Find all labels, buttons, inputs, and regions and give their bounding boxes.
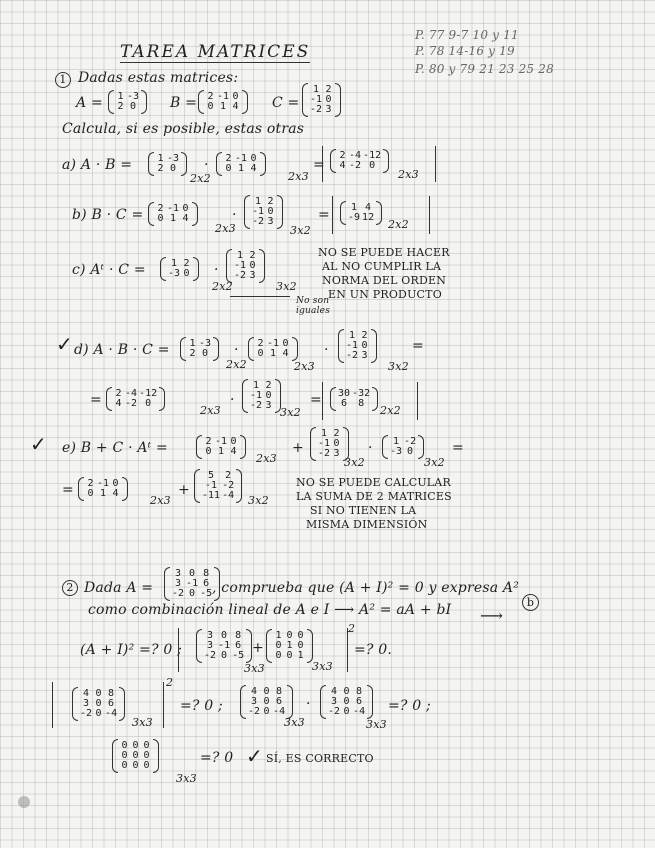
matrix-cell: 3	[175, 578, 182, 589]
matrix-cell: 6	[108, 698, 115, 709]
matrix-cell: 0	[230, 436, 237, 447]
matrix-cell: 2	[249, 250, 256, 261]
matrix-cell: 1	[171, 258, 178, 269]
ex2-zero-matrix	[112, 740, 159, 772]
matrix-cell: -2	[349, 160, 362, 171]
matrix-cell: 0	[143, 750, 150, 761]
matrix-cell: 30	[338, 388, 351, 399]
part-e-note-2: LA SUMA DE 2 MATRICES	[296, 490, 452, 503]
matrix-cell: 5	[208, 470, 215, 481]
part-d-step-matrix	[106, 388, 165, 410]
part-d-dim-2: 2x3	[294, 360, 315, 373]
matrix-a-label: A =	[76, 95, 103, 111]
matrix-cell: -4	[353, 706, 366, 717]
matrix-b-label: B =	[170, 95, 198, 111]
matrix-cell: 6	[235, 640, 242, 651]
matrix-cell: 8	[356, 686, 363, 697]
part-b-equals: =	[318, 207, 330, 223]
matrix-cell: -1	[346, 340, 359, 351]
matrix-cell: 6	[356, 696, 363, 707]
matrix-cell: 1	[321, 428, 328, 439]
matrix-cell: 2	[267, 196, 274, 207]
matrix-cell: 0	[189, 588, 196, 599]
part-c-expression: c) Aᵗ · C =	[72, 262, 146, 278]
matrix-cell: -1	[318, 438, 331, 449]
ex2-final-ok: SÍ, ES CORRECTO	[266, 752, 374, 765]
matrix-cell: 0	[297, 630, 304, 641]
part-a-dim-2: 2x3	[288, 170, 309, 183]
ex2-line1-label: (A + I)² =? 0 ;	[80, 642, 183, 658]
matrix-cell: -5	[232, 650, 245, 661]
matrix-cell: 8	[108, 688, 115, 699]
matrix-cell: 1	[100, 488, 107, 499]
matrix-cell: -32	[352, 388, 371, 399]
part-d-result-matrix	[330, 388, 378, 410]
matrix-cell: 0	[369, 160, 376, 171]
matrix-cell: 3	[333, 448, 340, 459]
matrix-cell: 4	[365, 202, 372, 213]
matrix-cell: 3	[175, 568, 182, 579]
matrix-cell: -1	[205, 480, 218, 491]
matrix-cell: 0	[325, 94, 332, 105]
matrix-cell: 0	[95, 708, 102, 719]
matrix-cell: 12	[362, 212, 375, 223]
circled-b: b	[522, 594, 539, 611]
ex2-line2-matrix-left	[240, 686, 293, 718]
matrix-cell: 1	[237, 250, 244, 261]
matrix-cell: 1	[255, 196, 262, 207]
exercise-2-number: 2	[62, 580, 78, 596]
matrix-cell: 3	[331, 696, 338, 707]
matrix-cell: 0	[121, 740, 128, 751]
exercise-2-statement-3: como combinación lineal de A e I ⟶ A² = aA + bI	[88, 602, 452, 618]
matrix-cell: 2	[257, 338, 264, 349]
part-d-step-equals: =	[90, 392, 102, 408]
matrix-cell: 3	[207, 630, 214, 641]
matrix-cell: 3	[267, 216, 274, 227]
matrix-cell: -11	[202, 490, 221, 501]
part-d-step-dot: ·	[230, 392, 235, 408]
matrix-cell: 4	[83, 688, 90, 699]
matrix-cell: 4	[282, 348, 289, 359]
part-a-dim-1: 2x2	[190, 172, 211, 185]
matrix-cell: 0	[297, 640, 304, 651]
matrix-cell: 6	[276, 696, 283, 707]
matrix-cell: 0	[95, 698, 102, 709]
matrix-cell: -2	[222, 480, 235, 491]
matrix-cell: 3	[249, 270, 256, 281]
matrix-cell: -1	[267, 338, 280, 349]
part-e-step-matrix-b	[78, 478, 128, 500]
matrix-cell: 0	[343, 706, 350, 717]
matrix-cell: 4	[115, 398, 122, 409]
matrix-cell: 0	[143, 760, 150, 771]
matrix-cell: 0	[182, 203, 189, 214]
matrix-cell: -1	[235, 153, 248, 164]
matrix-cell: -1	[167, 203, 180, 214]
matrix-cell: 1	[218, 446, 225, 457]
part-a-matrix-a	[148, 153, 187, 175]
part-d-step-dim-1: 2x3	[200, 404, 221, 417]
part-e-plus: +	[292, 440, 304, 456]
part-d-matrix-a	[180, 338, 219, 360]
part-e-note-1: NO SE PUEDE CALCULAR	[296, 476, 451, 489]
matrix-cell: 1	[270, 348, 277, 359]
part-d-dim-1: 2x2	[226, 358, 247, 371]
matrix-cell: 0	[221, 650, 228, 661]
matrix-cell: 2	[117, 101, 124, 112]
matrix-cell: 1	[286, 640, 293, 651]
part-a-result-matrix	[330, 150, 389, 172]
matrix-cell: -2	[404, 436, 417, 447]
part-e-equals: =	[452, 440, 464, 456]
matrix-cell: 1	[313, 84, 320, 95]
matrix-cell: 2	[115, 388, 122, 399]
matrix-cell: 2	[87, 478, 94, 489]
part-d-matrix-c	[338, 330, 377, 362]
matrix-cell: -12	[363, 150, 382, 161]
matrix-cell: 0	[265, 390, 272, 401]
matrix-cell: 4	[250, 163, 257, 174]
matrix-cell: 0	[333, 438, 340, 449]
matrix-cell: 1	[297, 650, 304, 661]
matrix-cell: -3	[199, 338, 212, 349]
matrix-cell: 1	[220, 101, 227, 112]
matrix-cell: -2	[346, 350, 359, 361]
part-c-connector-line	[230, 296, 290, 297]
checkmark-icon: ✓	[246, 744, 263, 768]
matrix-a	[108, 91, 147, 113]
matrix-cell: 0	[205, 446, 212, 457]
matrix-cell: 0	[275, 640, 282, 651]
part-a-matrix-b	[216, 153, 266, 175]
matrix-cell: -1	[97, 478, 110, 489]
matrix-cell: -1	[234, 260, 247, 271]
matrix-cell: 0	[189, 568, 196, 579]
matrix-cell: 1	[351, 202, 358, 213]
exercise-1-statement: Dadas estas matrices:	[78, 70, 239, 86]
matrix-cell: 0	[183, 268, 190, 279]
page-title: TAREA MATRICES	[120, 42, 311, 62]
part-e-step-dim-2: 3x2	[248, 494, 269, 507]
part-d-step-dim-2: 3x2	[280, 406, 301, 419]
matrix-cell: -3	[127, 91, 140, 102]
matrix-cell: -5	[200, 588, 213, 599]
part-c-note-4: EN UN PRODUCTO	[328, 288, 442, 301]
matrix-cell: -2	[250, 400, 263, 411]
ex2-identity-matrix	[266, 630, 313, 662]
matrix-cell: 4	[230, 446, 237, 457]
matrix-cell: 4	[112, 488, 119, 499]
matrix-cell: 2	[265, 380, 272, 391]
matrix-cell: 0	[343, 686, 350, 697]
matrix-cell: 0	[143, 740, 150, 751]
part-e-step-matrix	[194, 470, 242, 502]
matrix-cell: 0	[267, 206, 274, 217]
matrix-cell: -2	[80, 708, 93, 719]
part-a-expression: a) A · B =	[62, 157, 133, 173]
matrix-cell: -4	[273, 706, 286, 717]
checkmark-icon: ✓	[30, 432, 47, 456]
part-d-equals: =	[412, 338, 424, 354]
part-d-result-dim: 2x2	[380, 404, 401, 417]
matrix-cell: 4	[232, 101, 239, 112]
part-c-matrix-c	[226, 250, 265, 282]
paper-hole-mark	[18, 796, 30, 808]
part-d-dot-1: ·	[234, 342, 239, 358]
matrix-cell: -1	[218, 640, 231, 651]
matrix-cell: 1	[253, 380, 260, 391]
matrix-cell: 4	[331, 686, 338, 697]
part-e-dim-2: 3x2	[344, 456, 365, 469]
part-c-dim-1: 2x2	[212, 280, 233, 293]
matrix-cell: 2	[325, 84, 332, 95]
matrix-cell: 0	[95, 688, 102, 699]
matrix-cell: 1	[189, 338, 196, 349]
ex2-line1-exponent: 2	[348, 622, 356, 635]
part-b-result-matrix	[340, 202, 382, 224]
part-e-matrix-b	[196, 436, 246, 458]
matrix-cell: -9	[348, 212, 361, 223]
matrix-cell: 3	[251, 696, 258, 707]
part-a-dot: ·	[204, 157, 209, 173]
matrix-cell: 1	[393, 436, 400, 447]
matrix-cell: 0	[207, 101, 214, 112]
matrix-cell: -2	[328, 706, 341, 717]
matrix-cell: 0	[361, 340, 368, 351]
part-b-matrix-c	[244, 196, 283, 228]
ex2-line1-dim-2: 3x3	[312, 660, 333, 673]
part-c-dim-2: 3x2	[276, 280, 297, 293]
matrix-cell: -3	[168, 268, 181, 279]
part-d-dot-2: ·	[324, 342, 329, 358]
matrix-cell: 0	[275, 650, 282, 661]
checkmark-icon: ✓	[56, 332, 73, 356]
matrix-cell: -3	[167, 153, 180, 164]
matrix-cell: 0	[232, 91, 239, 102]
matrix-cell: 0	[263, 686, 270, 697]
matrix-cell: -12	[139, 388, 158, 399]
matrix-cell: 0	[286, 650, 293, 661]
matrix-cell: 4	[251, 686, 258, 697]
matrix-cell: 4	[182, 213, 189, 224]
matrix-cell: 1	[117, 91, 124, 102]
matrix-cell: 2	[183, 258, 190, 269]
matrix-cell: -2	[252, 216, 265, 227]
matrix-cell: 3	[361, 350, 368, 361]
ex2-line2-dim-right: 3x3	[366, 718, 387, 731]
matrix-cell: 0	[407, 446, 414, 457]
matrix-cell: -4	[222, 490, 235, 501]
matrix-cell: 8	[276, 686, 283, 697]
matrix-cell: 1	[238, 163, 245, 174]
matrix-cell: 2	[157, 163, 164, 174]
ex2-line2-dim-left: 3x3	[284, 716, 305, 729]
matrix-cell: 0	[130, 101, 137, 112]
matrix-cell: -1	[217, 91, 230, 102]
matrix-cell: 0	[225, 163, 232, 174]
part-c-note-2: AL NO CUMPLIR LA	[322, 260, 442, 273]
long-arrow-icon: ⟶	[480, 606, 504, 625]
matrix-cell: 0	[121, 750, 128, 761]
ex2-zero-dim: 3x3	[176, 772, 197, 785]
ex2-line2-dot: ·	[306, 696, 311, 712]
matrix-cell: 0	[157, 213, 164, 224]
part-b-result-dim: 2x2	[388, 218, 409, 231]
part-a-equals: =	[313, 157, 325, 173]
matrix-cell: 0	[87, 488, 94, 499]
matrix-cell: 3	[325, 104, 332, 115]
matrix-cell: 2	[207, 91, 214, 102]
matrix-cell: 2	[205, 436, 212, 447]
matrix-cell: -4	[105, 708, 118, 719]
matrix-cell: -4	[349, 150, 362, 161]
ex2-line2-equals: =? 0 ;	[180, 698, 223, 714]
matrix-cell: -1	[310, 94, 323, 105]
part-d-dim-3: 3x2	[388, 360, 409, 373]
ex2-line2-result: =? 0 ;	[388, 698, 431, 714]
part-e-step-plus: +	[178, 482, 190, 498]
matrix-cell: 0	[112, 478, 119, 489]
matrix-c	[302, 84, 341, 116]
matrix-b	[198, 91, 248, 113]
part-e-note-4: MISMA DIMENSIÓN	[306, 518, 428, 531]
ex2-line1-zero: =? 0.	[354, 642, 393, 658]
ex2-line1-dim-1: 3x3	[244, 662, 265, 675]
matrix-cell: 3	[265, 400, 272, 411]
matrix-cell: -1	[250, 390, 263, 401]
matrix-cell: -4	[125, 388, 138, 399]
matrix-cell: 1	[349, 330, 356, 341]
matrix-cell: -2	[234, 270, 247, 281]
matrix-cell: 4	[339, 160, 346, 171]
part-b-expression: b) B · C =	[72, 207, 144, 223]
matrix-cell: 1	[157, 153, 164, 164]
part-d-matrix-b	[248, 338, 298, 360]
matrix-cell: 0	[170, 163, 177, 174]
matrix-cell: -2	[310, 104, 323, 115]
matrix-cell: 2	[225, 470, 232, 481]
exercise-2-statement-2: , comprueba que (A + I)² = 0 y expresa A²	[212, 580, 520, 596]
matrix-cell: 0	[145, 398, 152, 409]
matrix-cell: 0	[121, 760, 128, 771]
page-reference-2: P. 78 14-16 y 19	[415, 44, 515, 58]
part-b-dim-1: 2x3	[215, 222, 236, 235]
matrix-cell: 0	[221, 630, 228, 641]
matrix-cell: -2	[125, 398, 138, 409]
matrix-cell: -2	[204, 650, 217, 661]
part-d-expression: d) A · B · C =	[74, 342, 170, 358]
matrix-cell: 0	[250, 153, 257, 164]
matrix-cell: 2	[225, 153, 232, 164]
exercise-1-number: 1	[55, 72, 71, 88]
exercise-1-instruction: Calcula, si es posible, estas otras	[62, 121, 305, 137]
part-d-result-equals: =	[310, 392, 322, 408]
matrix-cell: 0	[132, 760, 139, 771]
matrix-cell: -2	[318, 448, 331, 459]
part-e-step-dim-1: 2x3	[150, 494, 171, 507]
matrix-cell: 2	[339, 150, 346, 161]
page-reference-1: P. 77 9-7 10 y 11	[415, 28, 519, 42]
ex2-line2-matrix-ai	[72, 688, 125, 720]
part-b-matrix-b	[148, 203, 198, 225]
part-b-dot: ·	[232, 207, 237, 223]
part-e-step-equals: =	[62, 482, 74, 498]
matrix-cell: 2	[189, 348, 196, 359]
part-d-step-matrix-c	[242, 380, 281, 412]
ex2-line1-plus: +	[252, 640, 264, 656]
matrix-cell: 0	[202, 348, 209, 359]
part-e-dot: ·	[368, 440, 373, 456]
matrix-cell: 2	[361, 330, 368, 341]
exercise-2-statement: Dada A =	[84, 580, 154, 596]
ex2-line2-dim: 3x3	[132, 716, 153, 729]
matrix-cell: 3	[83, 698, 90, 709]
part-e-expression: e) B + C · Aᵗ =	[62, 440, 168, 456]
part-c-not-equal-note: No son iguales	[296, 296, 331, 316]
matrix-cell: 3	[207, 640, 214, 651]
matrix-cell: 0	[257, 348, 264, 359]
matrix-cell: 2	[157, 203, 164, 214]
matrix-cell: 0	[263, 706, 270, 717]
matrix-cell: 0	[282, 338, 289, 349]
matrix-cell: 0	[132, 750, 139, 761]
matrix-cell: 8	[235, 630, 242, 641]
ex2-line2-matrix-right	[320, 686, 373, 718]
matrix-cell: -2	[172, 588, 185, 599]
matrix-cell: 8	[358, 398, 365, 409]
matrix-cell: 2	[333, 428, 340, 439]
part-c-matrix-at	[160, 258, 199, 280]
matrix-cell: 1	[275, 630, 282, 641]
matrix-cell: 6	[203, 578, 210, 589]
matrix-cell: 0	[263, 696, 270, 707]
matrix-cell: 6	[341, 398, 348, 409]
matrix-cell: -2	[248, 706, 261, 717]
matrix-cell: 1	[170, 213, 177, 224]
matrix-cell: 0	[132, 740, 139, 751]
part-c-note-1: NO SE PUEDE HACER	[318, 246, 450, 259]
part-b-dim-2: 3x2	[290, 224, 311, 237]
matrix-cell: -1	[215, 436, 228, 447]
ex2-final-equals: =? 0	[200, 750, 234, 766]
part-a-result-dim: 2x3	[398, 168, 419, 181]
ex2-line1-matrix-a	[196, 630, 252, 662]
matrix-cell: 0	[343, 696, 350, 707]
part-e-dim-1: 2x3	[256, 452, 277, 465]
matrix-cell: -1	[252, 206, 265, 217]
part-c-note-3: NORMA DEL ORDEN	[322, 274, 447, 287]
page-reference-3: P. 80 y 79 21 23 25 28	[415, 62, 554, 76]
ex2-line2-exponent: 2	[166, 676, 174, 689]
part-e-dim-3: 3x2	[424, 456, 445, 469]
matrix-cell: 0	[249, 260, 256, 271]
matrix-cell: 8	[203, 568, 210, 579]
part-c-dot: ·	[214, 262, 219, 278]
matrix-cell: -1	[186, 578, 199, 589]
matrix-c-label: C =	[272, 95, 300, 111]
matrix-cell: 0	[286, 630, 293, 641]
matrix-cell: -3	[390, 446, 403, 457]
part-e-matrix-at	[382, 436, 424, 458]
part-e-note-3: SI NO TIENEN LA	[310, 504, 417, 517]
